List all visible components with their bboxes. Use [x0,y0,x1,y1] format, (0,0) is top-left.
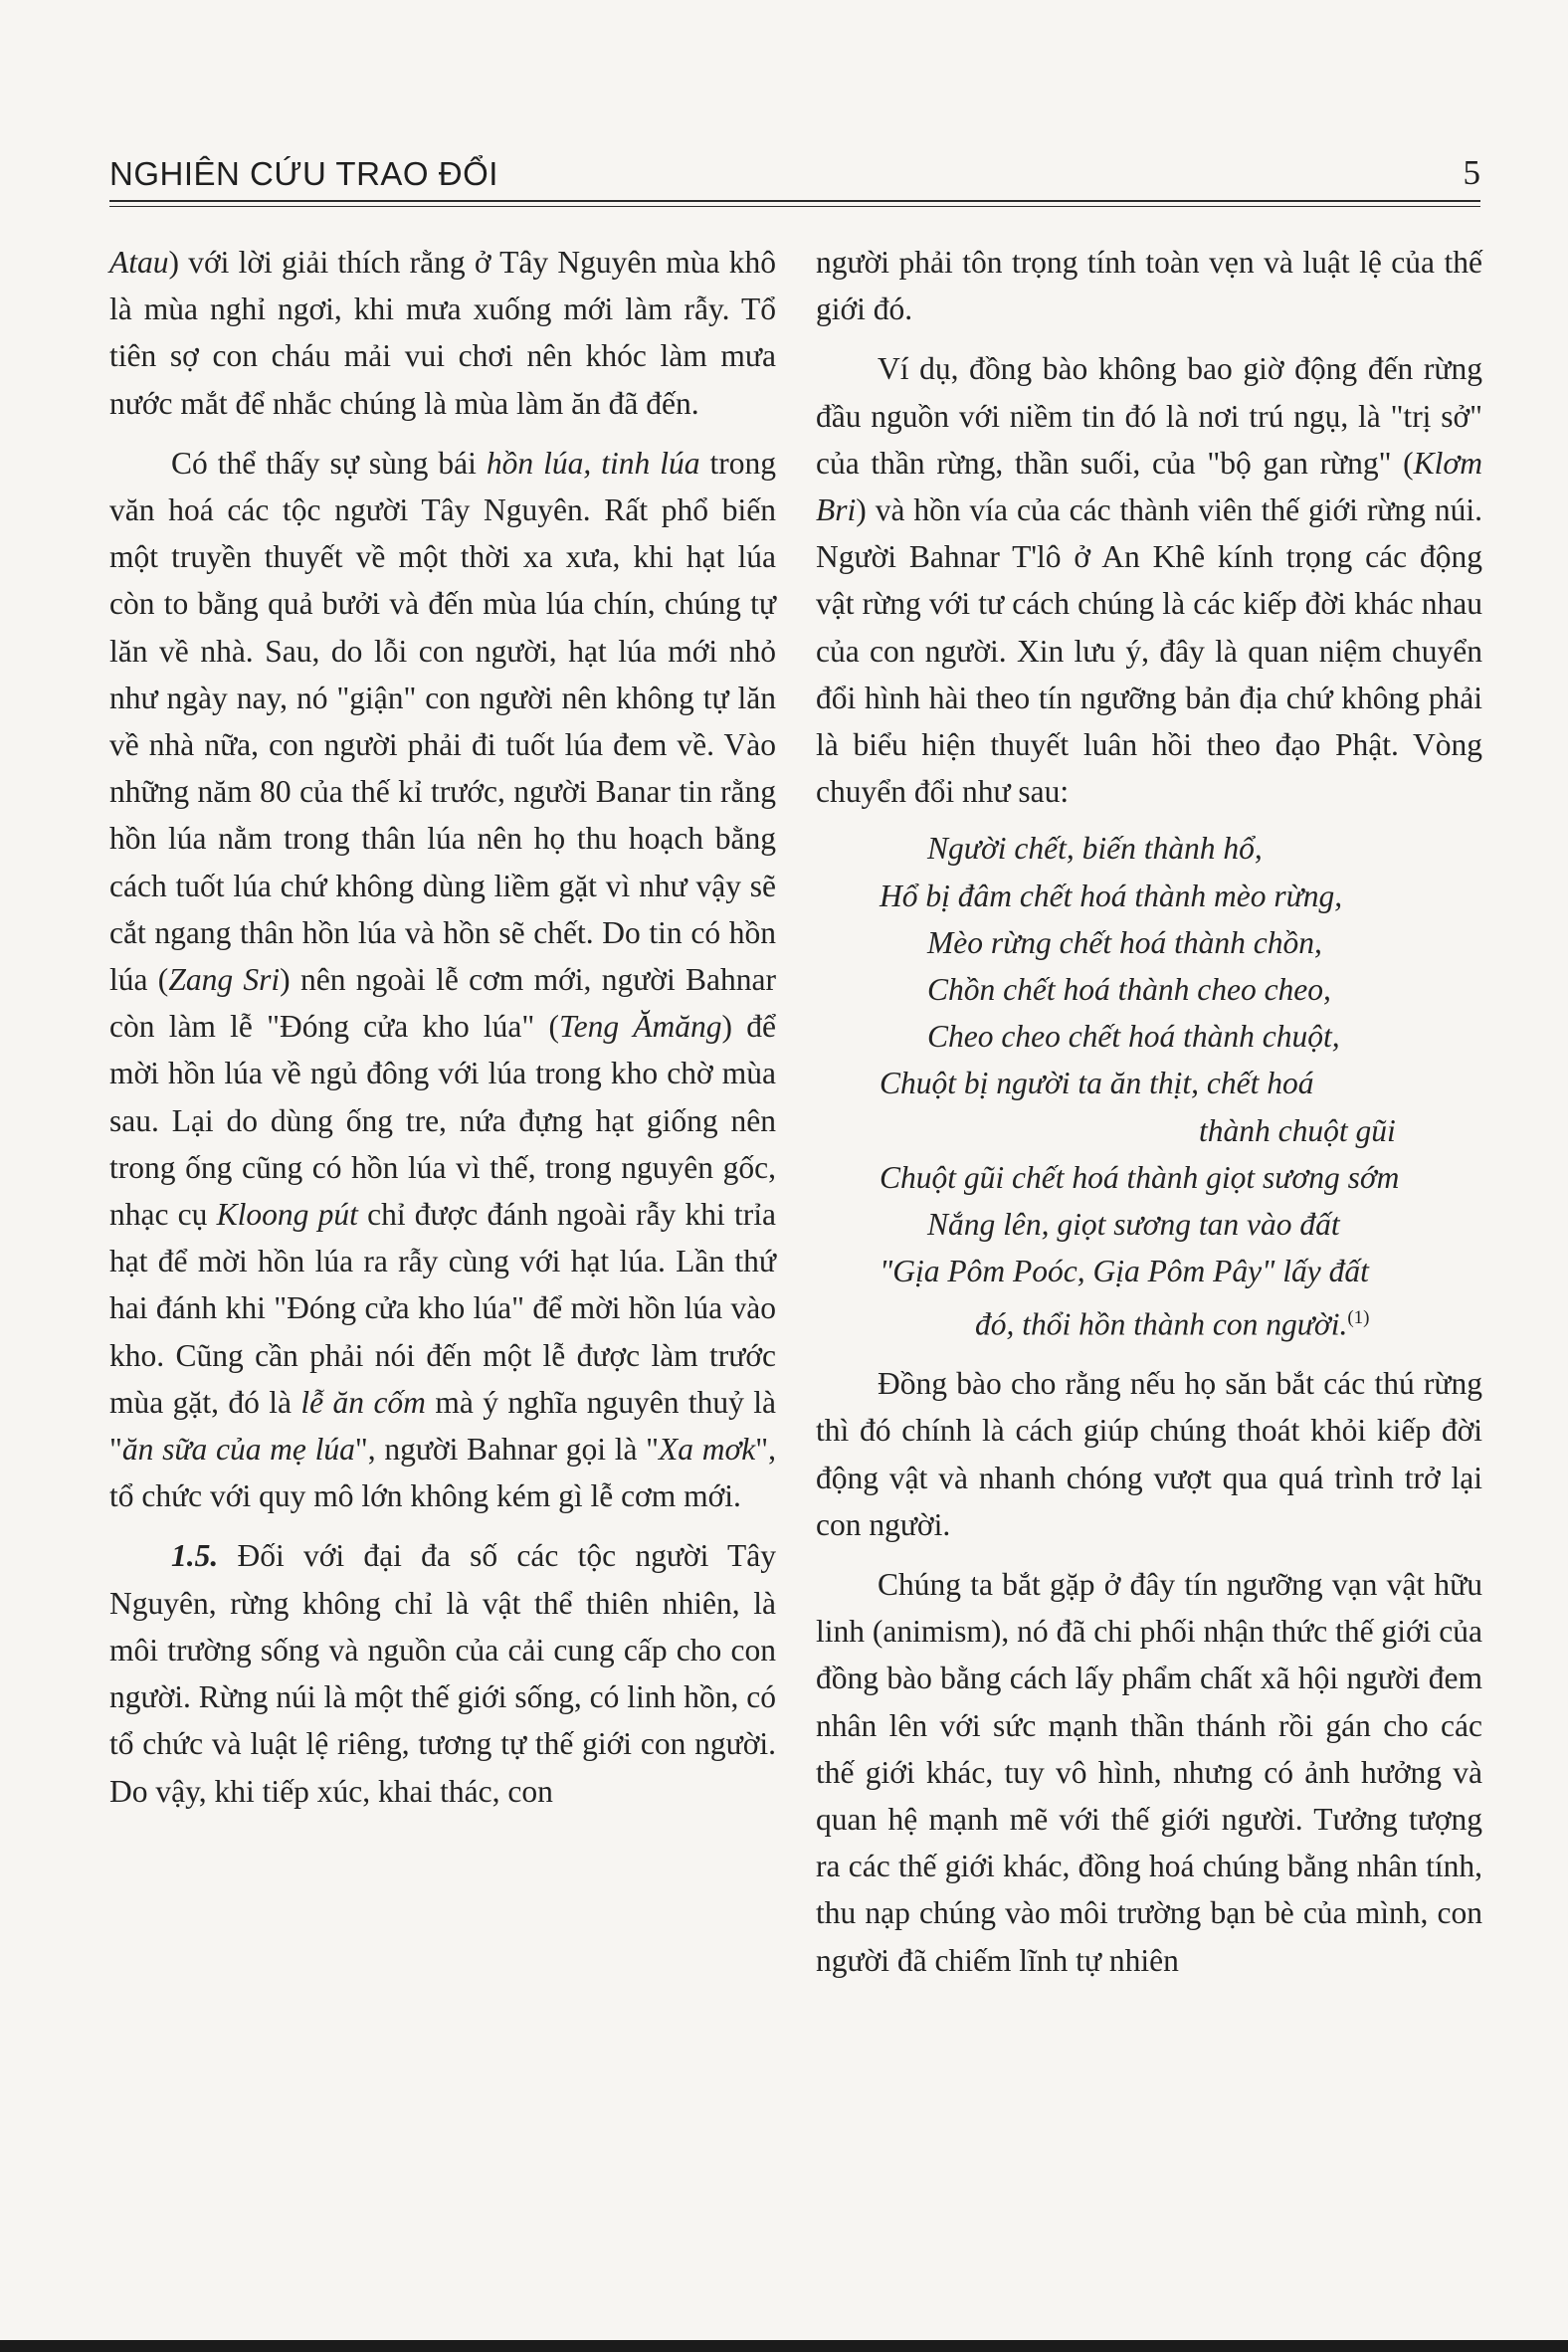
term-atau: Atau [109,245,169,280]
poem-line: Chuột gũi chết hoá thành giọt sương sớm [880,1159,1400,1195]
section-title: NGHIÊN CỨU TRAO ĐỔI [109,155,498,192]
poem-line: Hổ bị đâm chết hoá thành mèo rừng, [880,878,1343,913]
right-column [816,239,1482,1984]
poem-line: Mèo rừng chết hoá thành chồn, [927,924,1322,960]
left-paragraph-1: Atau) với lời giải thích rằng ở Tây Nguyên mùa khô là mùa nghỉ ngơi, khi mưa xuống mới làm rẫy. Tổ tiên sợ con cháu mải vui chơi nên khóc làm mưa nước mắt để nhắc chúng là mùa làm ăn đã đến. [109,245,776,421]
scan-bottom-edge [0,2340,1568,2352]
left-paragraph-2: Có thể thấy sự sùng bái hồn lúa, tinh lúa trong văn hoá các tộc người Tây Nguyên. Rất phổ biến một truyền thuyết về một thời xa xưa, khi hạt lúa còn to bằng quả bưởi và đến mùa lúa chín, chúng tự lăn về nhà. Sau, do lỗi con người, hạt lúa mới nhỏ như ngày nay, nó "giận" con người nên không tự lăn về nhà nữa, con người phải đi tuốt lúa đem về. Vào những năm 80 của thế kỉ trước, người Banar tin rằng hồn lúa nằm trong thân lúa nên họ thu hoạch bằng cách tuốt lúa chứ không dùng liềm gặt vì như vậy sẽ cắt ngang thân hồn lúa và hồn sẽ chết. Do tin có hồn lúa (Zang Sri) nên ngoài lễ cơm mới, người Bahnar còn làm lễ "Đóng cửa kho lúa" (Teng Ămăng) để mời hồn lúa về ngủ đông với lúa trong kho chờ mùa sau. Lại do dùng ống tre, nứa đựng hạt giống nên trong ống cũng có hồn lúa vì thế, trong nguyên gốc, nhạc cụ Kloong pút chỉ được đánh ngoài rẫy khi trỉa hạt để mời hồn lúa ra rẫy cùng với hạt lúa. Lần thứ hai đánh khi "Đóng cửa kho lúa" để mời hồn lúa vào kho. Cũng cần phải nói đến một lễ được làm trước mùa gặt, đó là lễ ăn cốm mà ý nghĩa nguyên thuỷ là "ăn sữa của mẹ lúa", người Bahnar gọi là "Xa mơk", tổ chức với quy mô lớn không kém gì lễ cơm mới. [109,445,777,1514]
header-rule-thin [109,206,1480,207]
poem-line: Chồn chết hoá thành cheo cheo, [927,972,1331,1008]
poem-line: Chuột bị người ta ăn thịt, chết hoá [880,1066,1314,1101]
section-number: 1.5. [171,1538,219,1574]
poem-line: thành chuột gũi [1199,1112,1396,1148]
left-paragraph-3: 1.5. Đối với đại đa số các tộc người Tây Nguyên, rừng không chỉ là vật thể thiên nhiên, là môi trường sống và nguồn của cải cung cấp cho con người. Rừng núi là một thế giới sống, có linh hồn, có tổ chức và luật lệ riêng, tương tự thế giới con người. Do vậy, khi tiếp xúc, khai thác, con [109,1538,776,1809]
poem-line: "Gịa Pôm Poóc, Gịa Pôm Pây" lấy đất [880,1254,1369,1289]
running-header [109,151,1480,201]
footnote-ref: (1) [1347,1307,1370,1329]
right-paragraph-1: người phải tôn trọng tính toàn vẹn và luật lệ của thế giới đó. [816,245,1482,327]
poem-line: đó, thổi hồn thành con người.$^{(1)}$ [975,1306,1370,1342]
left-column [109,239,776,1815]
header-rule-thick [109,200,1480,202]
right-paragraph-3: Đồng bào cho rằng nếu họ săn bắt các thú rừng thì đó chính là cách giúp chúng thoát khỏi kiếp đời động vật và nhanh chóng vượt qua quá trình trở lại con người. [816,1366,1482,1542]
right-paragraph-2: Ví dụ, đồng bào không bao giờ động đến rừng đầu nguồn với niềm tin đó là nơi trú ngụ, là "trị sở" của thần rừng, thần suối, của "bộ gan rừng" (Klơm Bri) và hồn vía của các thành viên thế giới rừng núi. Người Bahnar T'lô ở An Khê kính trọng các động vật rừng với tư cách chúng là các kiếp đời khác nhau của con người. Xin lưu ý, đây là quan niệm chuyển đổi hình hài theo tín ngưỡng bản địa chứ không phải là biểu hiện thuyết luân hồi theo đạo Phật. Vòng chuyển đổi như sau: [816,351,1482,810]
poem-line: Cheo cheo chết hoá thành chuột, [927,1019,1340,1055]
poem-line: Người chết, biến thành hổ, [927,831,1263,867]
page-number: 5 [1463,153,1480,192]
poem [816,825,1482,1348]
poem-line: Nắng lên, giọt sương tan vào đất [927,1207,1340,1243]
right-paragraph-4: Chúng ta bắt gặp ở đây tín ngưỡng vạn vật hữu linh (animism), nó đã chi phối nhận thức thế giới của đồng bào bằng cách lấy phẩm chất xã hội người đem nhân lên với sức mạnh thần thánh rồi gán cho các thế giới khác, tuy vô hình, nhưng có ảnh hưởng và quan hệ mạnh mẽ với thế giới người. Tưởng tượng ra các thế giới khác, đồng hoá chúng bằng nhân tính, thu nạp chúng vào môi trường bạn bè của mình, con người đã chiếm lĩnh tự nhiên [816,1566,1482,1978]
